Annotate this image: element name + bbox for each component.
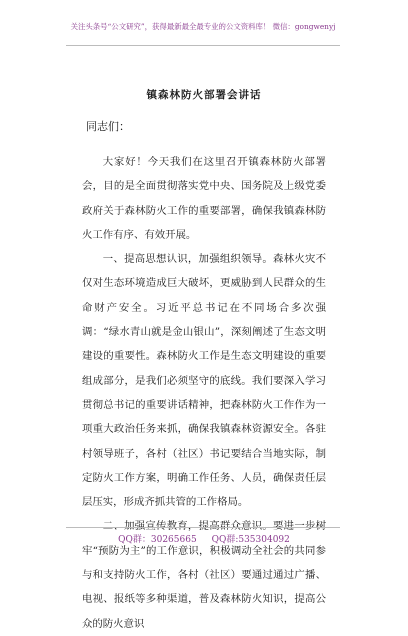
footer <box>0 532 408 545</box>
paragraph: 二、加强宣传教育，提高群众意识。要进一步树牢“预防为主”的工作意识，积极调动全社会的共同参与和支持防火工作，各村（社区）要通过通过广播、电视、报纸等多种渠道，普及森林防火知识，提高公众的防火意识 <box>82 520 326 630</box>
document-body <box>82 150 326 636</box>
paragraph: 一、提高思想认识，加强组织领导。森林火灾不仅对生态环境造成巨大破坏，更威胁到人民群众的生命财产安全。习近平总书记在不同场合多次强调：“绿水青山就是金山银山”，深刻阐述了生态文明建设的重要性。森林防火工作是生态文明建设的重要组成部分，是我们必须坚守的底线。我们要深入学习贯彻总书记的重要讲话精神，把森林防火工作作为一项重大政治任务来抓，确保我镇森林资源安全。各驻村领导班子，各村（社区）书记要结合当地实际，制定防火工作方案，明确工作任务、人员，确保责任层层压实，形成齐抓共管的工作格局。 <box>82 253 326 509</box>
header-notice: 关注头条号“公文研究”，获得最新最全最专业的公文资料库！ 微信：gongwenyj <box>70 22 336 31</box>
footer-qq-group-1: QQ群：30265665 <box>118 535 197 545</box>
salutation: 同志们： <box>86 120 130 133</box>
footer-qq-group-2: QQ群:535304092 <box>211 535 290 545</box>
footer-divider <box>66 527 340 528</box>
header-divider <box>66 45 340 46</box>
paragraph: 大家好！今天我们在这里召开镇森林防火部署会，目的是全面贯彻落实党中央、国务院及上级党委政府关于森林防火工作的重要部署，确保我镇森林防火工作有序、有效开展。 <box>82 156 326 241</box>
document-title: 镇森林防火部署会讲话 <box>146 89 262 101</box>
